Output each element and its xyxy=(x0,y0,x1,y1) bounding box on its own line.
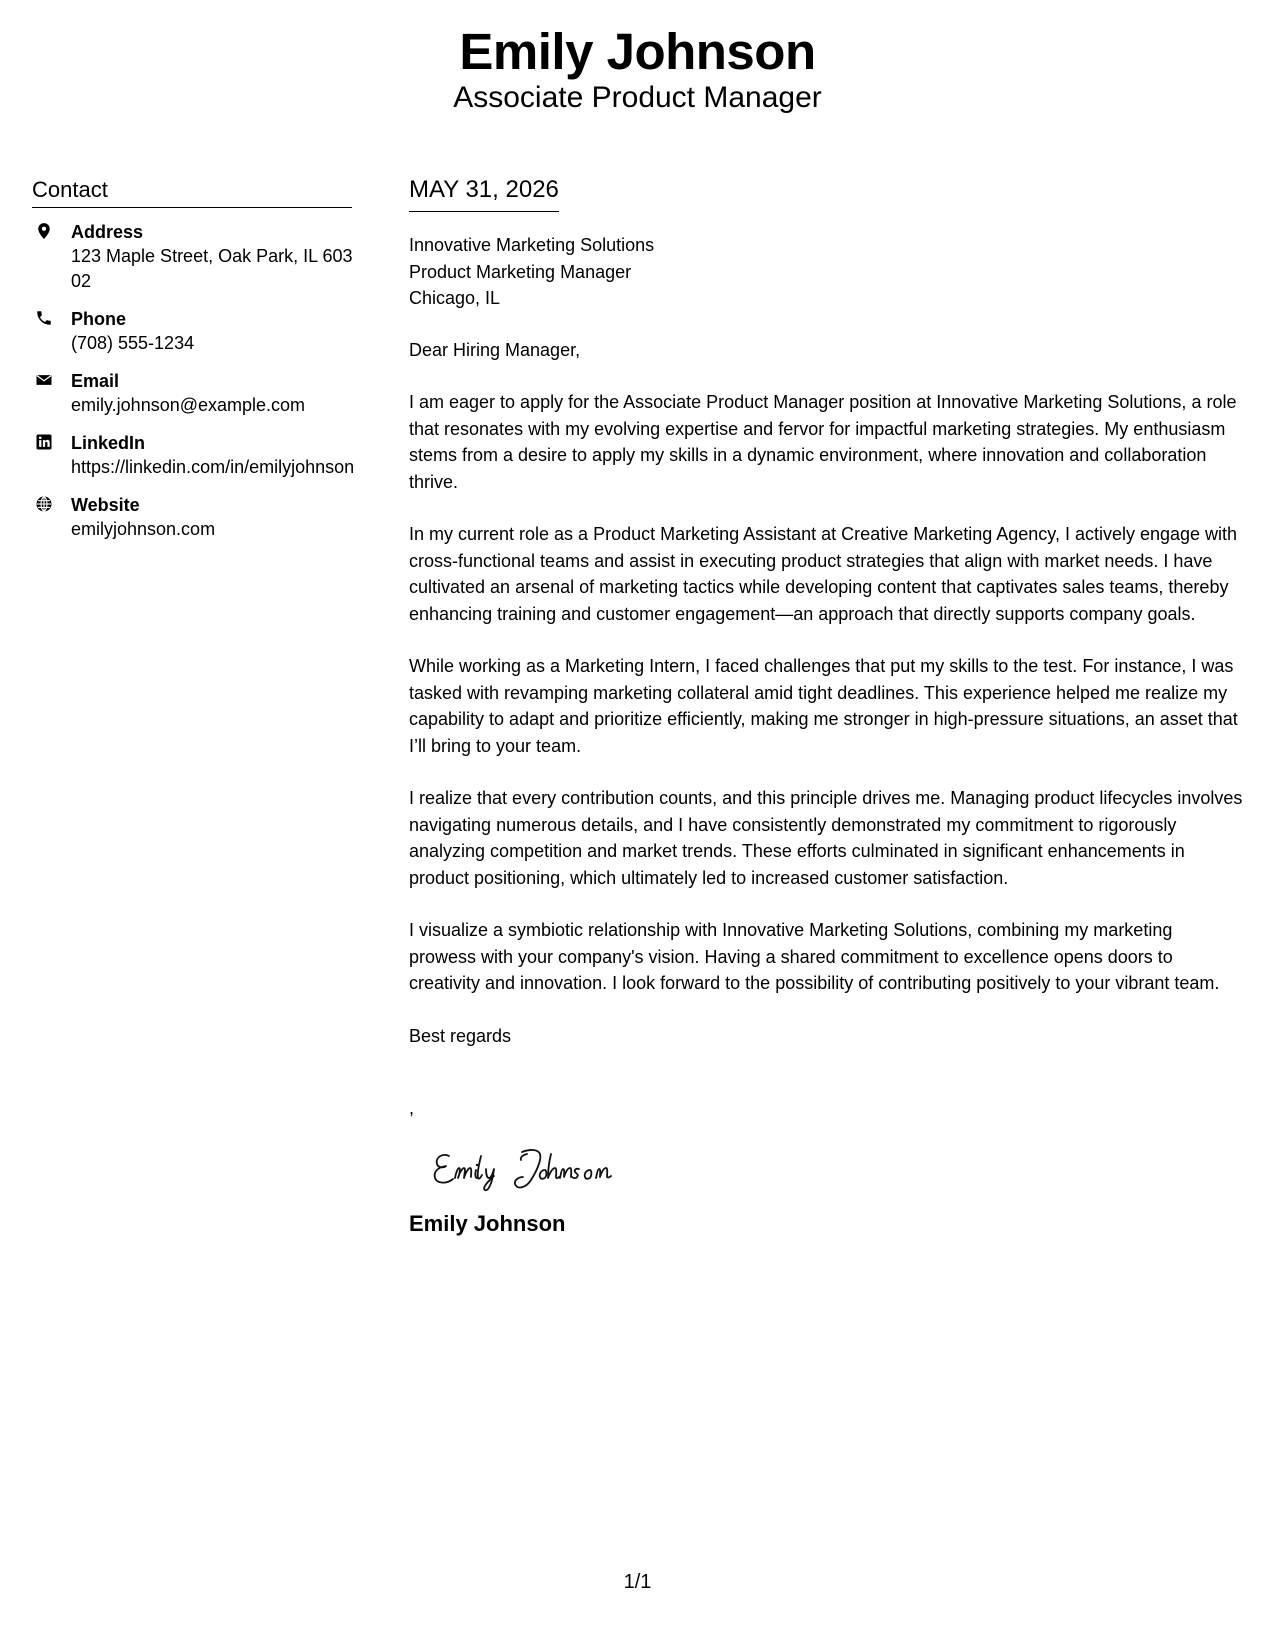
signer-name: Emily Johnson xyxy=(409,1210,566,1236)
envelope-icon xyxy=(35,371,53,389)
contact-item-email xyxy=(32,369,352,418)
linkedin-value[interactable]: https://linkedin.com/in/emilyjohnson xyxy=(71,457,355,477)
phone-icon xyxy=(35,309,53,327)
contact-item-address xyxy=(32,220,352,294)
email-value[interactable]: emily.johnson@example.com xyxy=(71,395,306,415)
contact-label: Phone xyxy=(71,309,127,329)
globe-icon xyxy=(35,495,53,513)
recipient-location: Chicago, IL xyxy=(409,288,501,308)
letter-header xyxy=(0,22,1275,116)
applicant-title: Associate Product Manager xyxy=(453,81,822,114)
contact-item-linkedin xyxy=(32,431,355,480)
website-value[interactable]: emilyjohnson.com xyxy=(71,519,216,539)
contact-label: LinkedIn xyxy=(71,433,146,453)
contact-item-phone xyxy=(32,307,352,356)
contact-label: Email xyxy=(71,371,120,391)
recipient-position: Product Marketing Manager xyxy=(409,261,632,282)
contact-sidebar xyxy=(32,175,355,555)
closing-comma: , xyxy=(409,1098,415,1118)
linkedin-icon xyxy=(35,433,53,451)
page-number: 1/1 xyxy=(623,1571,652,1593)
letter-body xyxy=(409,175,1244,1238)
contact-item-website xyxy=(32,493,352,542)
signature-image xyxy=(427,1138,667,1198)
recipient-company: Innovative Marketing Solutions xyxy=(409,235,655,255)
phone-value: (708) 555-1234 xyxy=(71,333,195,353)
body-paragraph: While working as a Marketing Intern, I faced challenges that put my skills to the test. For instance, I was tasked with revamping marketing collateral amid tight deadlines. This experience helped me realize my capability to adapt and prioritize efficiently, making me stronger in high-pressure situations, an asset that I’ll bring to your team. xyxy=(409,656,1238,756)
contact-label: Address xyxy=(71,222,144,242)
contact-list xyxy=(32,220,355,542)
body-paragraph: I am eager to apply for the Associate Product Manager position at Innovative Marketing Solutions, a role that resonates with my evolving expertise and fervor for impactful marketing strategies. My enthusiasm stems from a desire to apply my skills in a dynamic environment, where innovation and collaboration thrive. xyxy=(409,392,1237,492)
body-paragraph: I realize that every contribution counts, and this principle drives me. Managing product lifecycles involves navigating numerous details, and I have consistently demonstrated my commitment to rigorously analyzing competition and market trends. These efforts culminated in significant enhancements in product positioning, which ultimately led to increased customer satisfaction. xyxy=(409,788,1243,888)
letter-date: MAY 31, 2026 xyxy=(409,176,559,203)
closing: Best regards xyxy=(409,1025,512,1046)
address-value: 123 Maple Street, Oak Park, IL 60302 xyxy=(71,246,353,291)
recipient-block xyxy=(409,232,1244,312)
body-paragraph: In my current role as a Product Marketing Assistant at Creative Marketing Agency, I actively engage with cross-functional teams and assist in executing product strategies that align with market needs. I have cultivated an arsenal of marketing tactics while developing content that captivates sales teams, thereby enhancing training and customer engagement—an approach that directly supports company goals. xyxy=(409,524,1238,624)
salutation: Dear Hiring Manager, xyxy=(409,339,581,360)
body-paragraph: I visualize a symbiotic relationship with Innovative Marketing Solutions, combining my marketing prowess with your company's vision. Having a shared commitment to excellence opens doors to creativity and innovation. I look forward to the possibility of contributing positively to your vibrant team. xyxy=(409,920,1220,993)
applicant-name: Emily Johnson xyxy=(459,23,816,80)
contact-label: Website xyxy=(71,495,140,515)
date-block xyxy=(409,175,559,212)
contact-heading: Contact xyxy=(32,175,352,208)
map-pin-icon xyxy=(35,222,53,240)
